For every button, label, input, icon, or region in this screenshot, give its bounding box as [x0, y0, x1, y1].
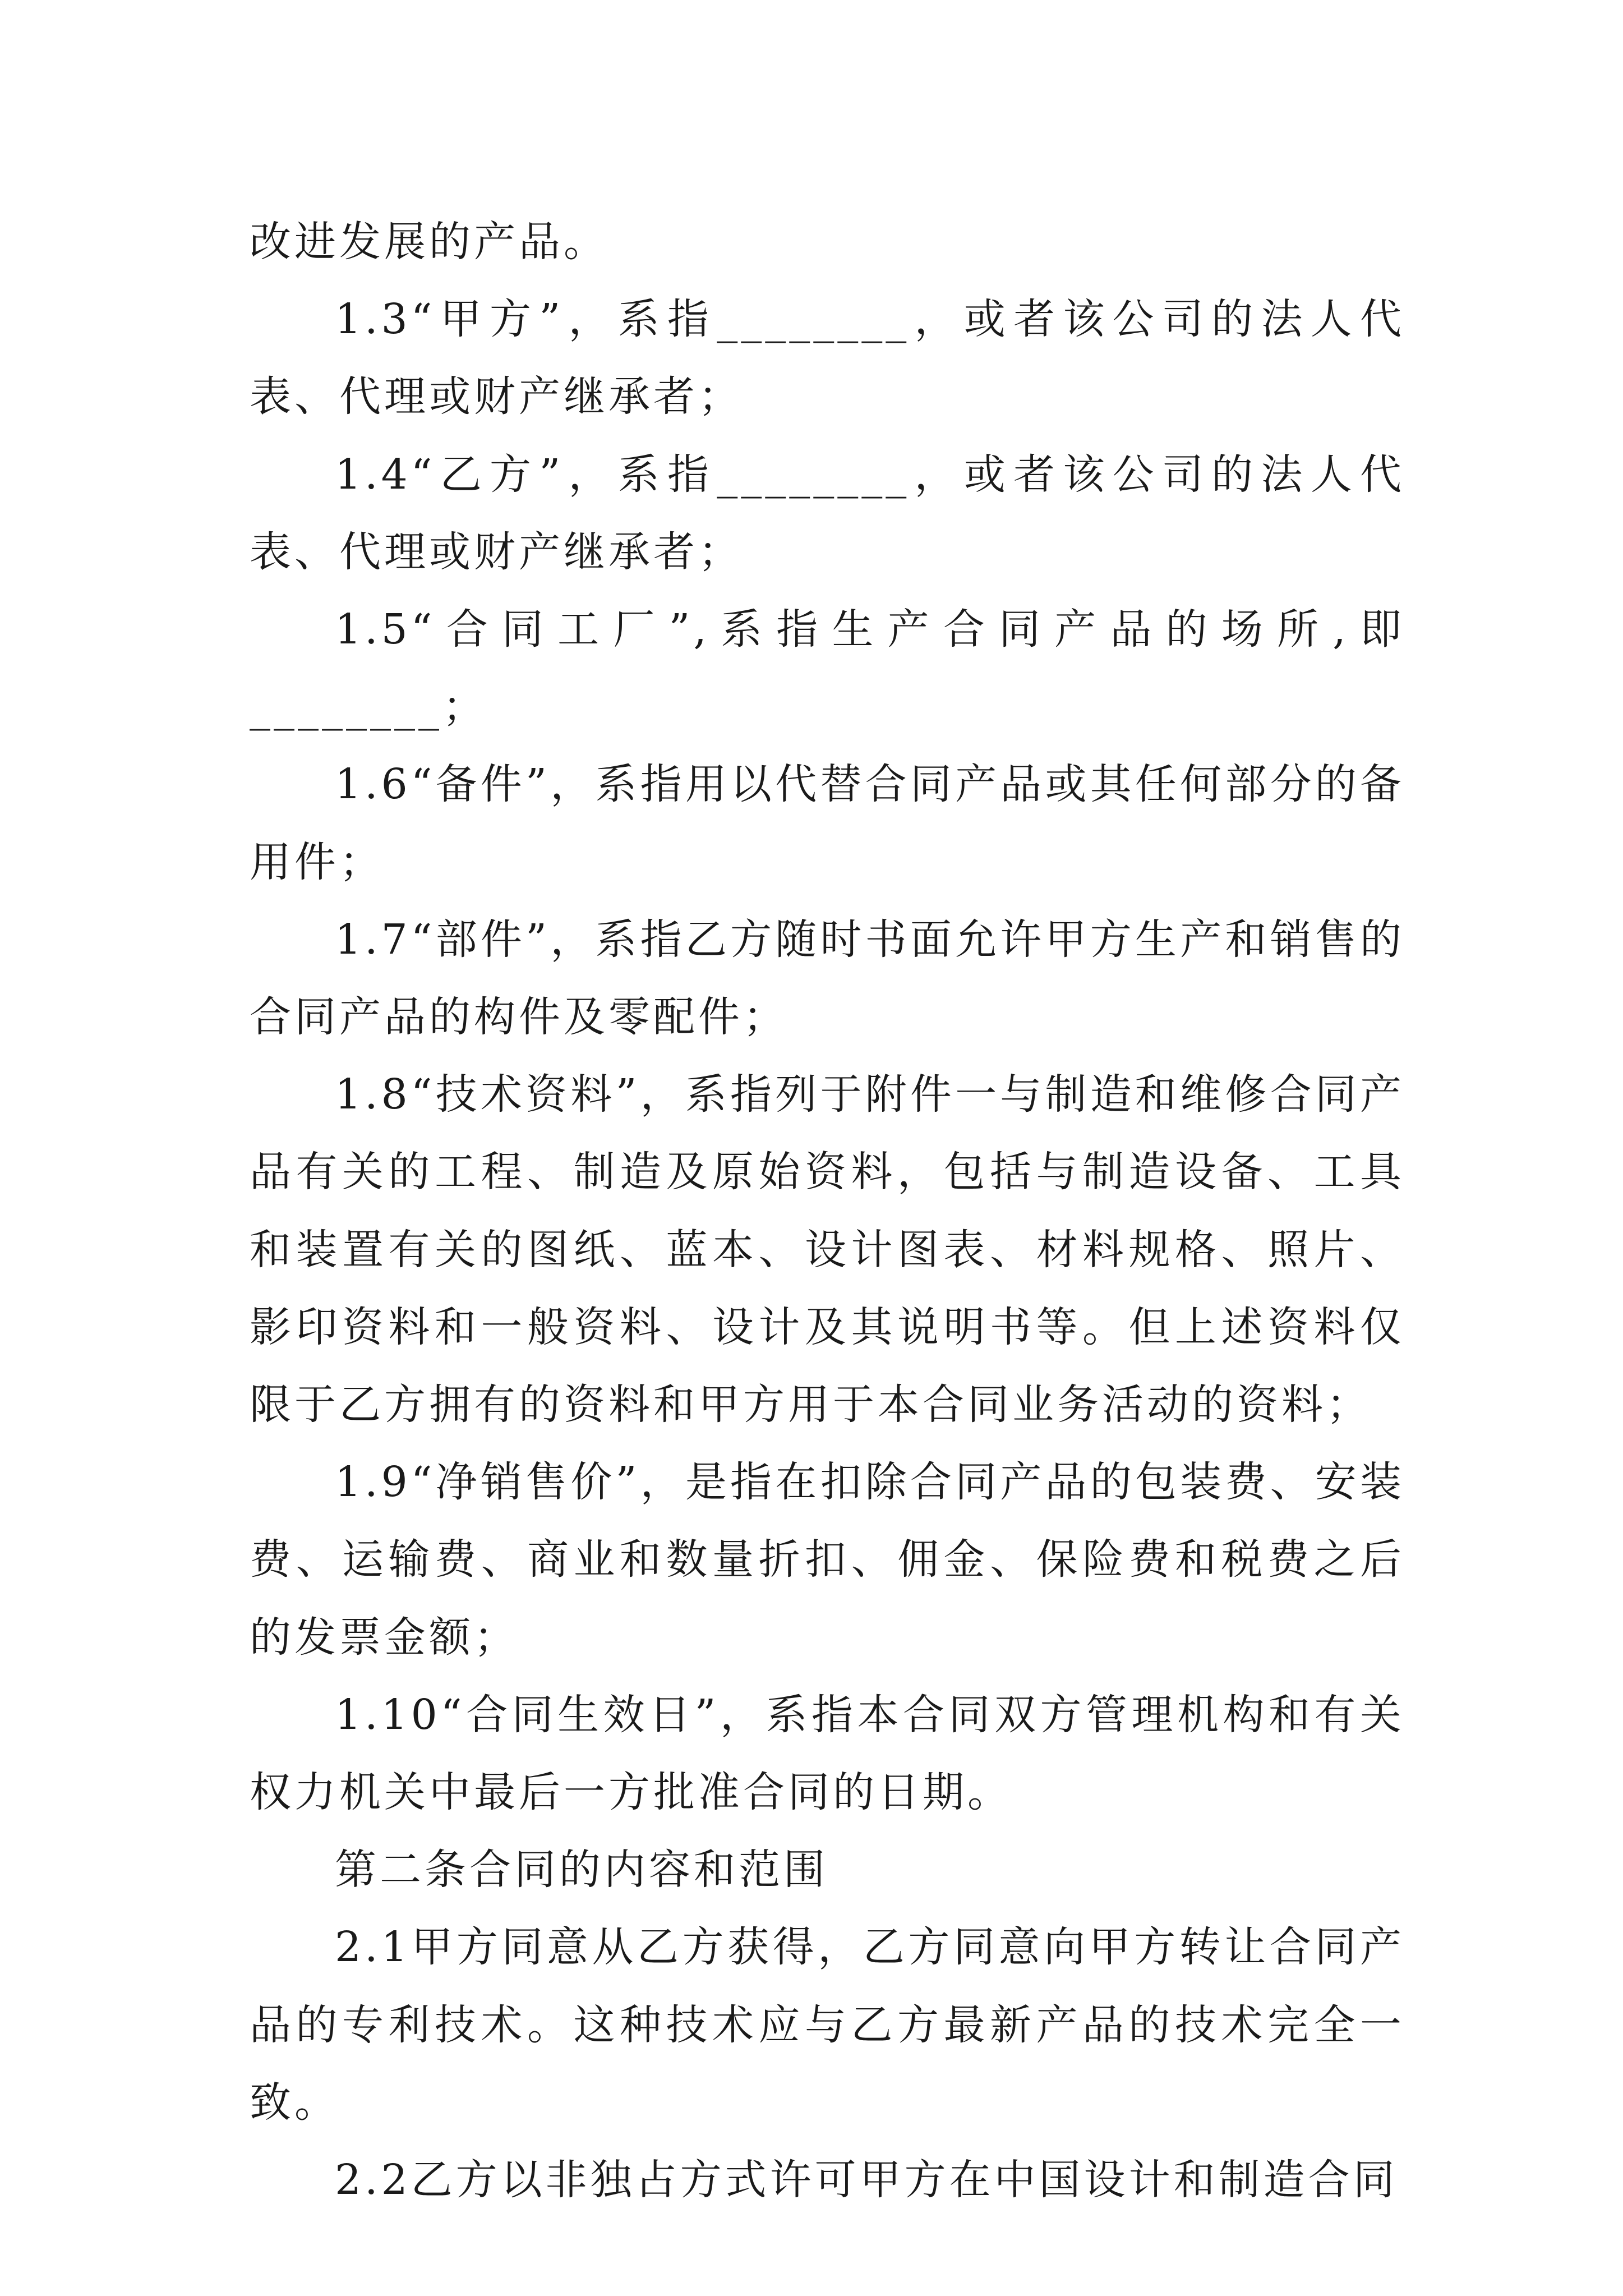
- article-2-heading: 第二条合同的内容和范围: [335, 1846, 828, 1894]
- clause-1-5: 1.5“合同工厂”,系指生产合同产品的场所,即________；: [250, 605, 1405, 731]
- clause-1-6: 1.6“备件”，系指用以代替合同产品或其任何部分的备用件；: [250, 760, 1405, 886]
- paragraph-continuation: 改进发展的产品。: [250, 218, 608, 266]
- clause-1-9: 1.9“净销售价”，是指在扣除合同产品的包装费、安装费、运输费、商业和数量折扣、佣金、保险费和税费之后的发票金额；: [250, 1458, 1405, 1662]
- clause-2-1: 2.1甲方同意从乙方获得，乙方同意向甲方转让合同产品的专利技术。这种技术应与乙方最新产品的技术完全一致。: [250, 1923, 1405, 2127]
- clause-1-7: 1.7“部件”，系指乙方随时书面允许甲方生产和销售的合同产品的构件及零配件；: [250, 915, 1405, 1042]
- document-body: [250, 203, 1405, 2219]
- clause-1-3: 1.3“甲方”，系指________，或者该公司的法人代表、代理或财产继承者；: [250, 295, 1405, 421]
- clause-1-8: 1.8“技术资料”，系指列于附件一与制造和维修合同产品有关的工程、制造及原始资料，包括与制造设备、工具和装置有关的图纸、蓝本、设计图表、材料规格、照片、影印资料和一般资料、设计及其说明书等。但上述资料仅限于乙方拥有的资料和甲方用于本合同业务活动的资料；: [250, 1070, 1405, 1429]
- clause-1-4: 1.4“乙方”，系指________，或者该公司的法人代表、代理或财产继承者；: [250, 450, 1405, 576]
- clause-1-10: 1.10“合同生效日”，系指本合同双方管理机构和有关权力机关中最后一方批准合同的日期。: [250, 1690, 1405, 1817]
- clause-2-2: 2.2乙方以非独占方式许可甲方在中国设计和制造合同: [335, 2156, 1398, 2205]
